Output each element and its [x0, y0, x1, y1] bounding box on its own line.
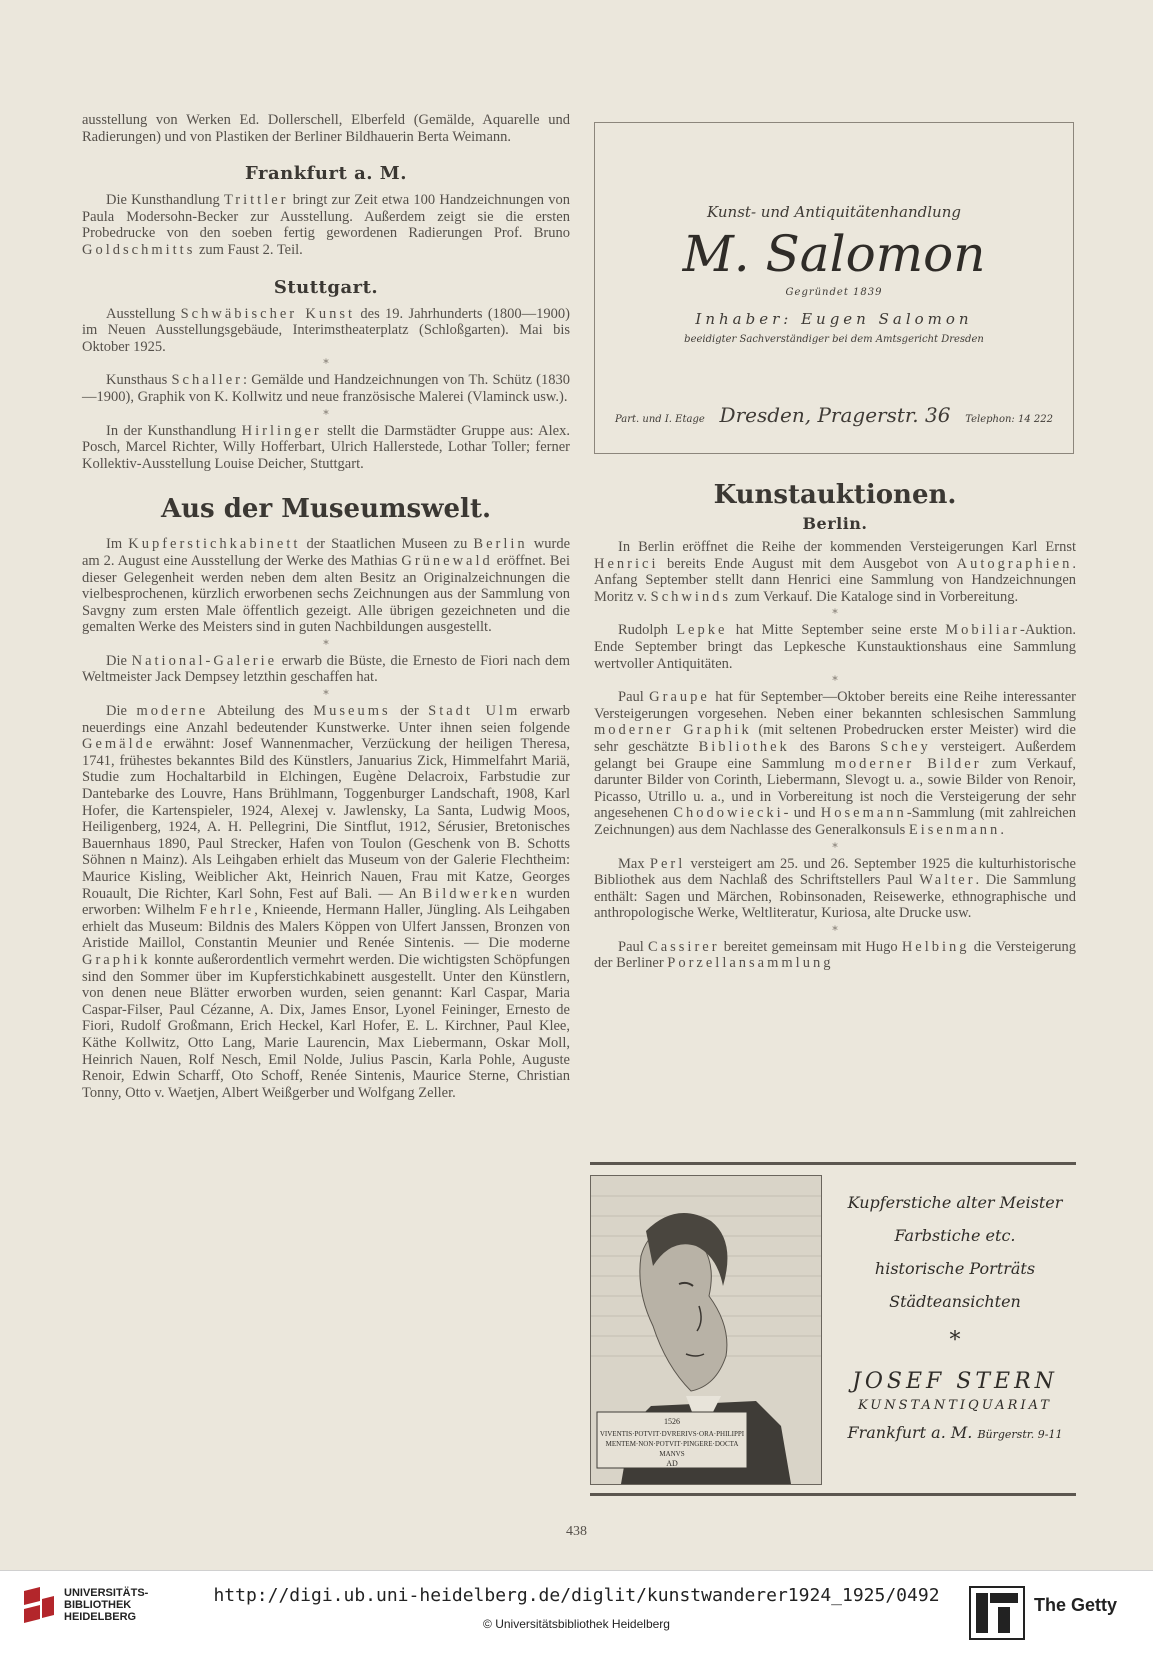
stern-name: JOSEF STERN [852, 1369, 1058, 1394]
separator-star: * [323, 357, 329, 371]
separator-star: * [832, 607, 838, 621]
stern-address: Frankfurt a. M. Bürgerstr. 9-11 [847, 1423, 1063, 1442]
heading-frankfurt: Frankfurt a. M. [245, 163, 407, 185]
page-number: 438 [566, 1524, 587, 1539]
ad-salomon-address: Dresden, Pragerstr. 36 [719, 403, 951, 427]
portrait-engraving-melanchthon [590, 1175, 822, 1485]
paragraph-ausstellung: ausstellung von Werken Ed. Dollerschell, Elberfeld (Gemälde, Aquarelle und Radierungen) und von Plastiken der Berliner Bildhauerin Berta Weimann. [82, 112, 570, 145]
separator-star: * [323, 637, 329, 651]
ad-salomon-owner: Inhaber: Eugen Salomon [695, 310, 973, 328]
separator-star: * [832, 840, 838, 854]
ad-salomon-phone: Telephon: 14 222 [965, 414, 1053, 425]
ad-rule-bottom [590, 1493, 1076, 1496]
paragraph-auction-cassirer: Paul Cassirer bereitet gemeinsam mit Hugo Helbing die Versteigerung der Berliner Porzellansammlung [594, 938, 1077, 972]
salomon-advertisement [594, 122, 1074, 454]
stern-kunstantiquariat: KUNSTANTIQUARIAT [858, 1398, 1052, 1413]
ad-salomon-tagline: Kunst- und Antiquitätenhandlung [707, 203, 961, 221]
getty-logo-icon [968, 1585, 1026, 1641]
stern-advertisement-text [834, 1186, 1076, 1442]
paragraph-museum-1: Im Kupferstichkabinett der Staatlichen Museen zu Berlin wurde am 2. August eine Ausstellung der Werke des Mathias Grünewald eröffnet. Bei dieser Gelegenheit werden neben dem alten Besitz an Originalzeichnungen die vielbesprochenen, kürzlich erworbenen sechs Zeichnungen aus der Sammlung von Savgny zum ersten Male öffentlich gezeigt. Alle übrigen gezeichneten und die gemalten Werke des Meisters sind in guten Nachbildungen ausgestellt. [82, 536, 571, 636]
heading-kunstauktionen: Kunstauktionen. [713, 480, 957, 510]
separator-star: * [323, 688, 329, 702]
left-column [82, 112, 570, 1101]
stern-line-kupferstiche: Kupferstiche alter Meister [847, 1193, 1063, 1212]
paragraph-stuttgart-1: Ausstellung Schwäbischer Kunst des 19. Jahrhunderts (1800—1900) im Neuen Ausstellungsgebäude, Interimstheaterplatz (Schloßgarten). Mai bis Oktober 1925. [82, 305, 571, 355]
stern-asterisk: * [949, 1328, 961, 1353]
stern-line-farbstiche: Farbstiche etc. [894, 1226, 1016, 1245]
engraving-year: 1526 [664, 1417, 680, 1426]
university-library-name: UNIVERSITÄTS- BIBLIOTHEK HEIDELBERG [64, 1587, 149, 1623]
engraving-image [591, 1176, 821, 1484]
paragraph-auction-henrici: In Berlin eröffnet die Reihe der kommenden Versteigerungen Karl Ernst Henrici bereits Ende August mit dem Ausgebot von Autographien. Anfang September stellt dann Henrici eine Sammlung von Handzeichnungen Moritz v. Schwinds zum Verkauf. Die Kataloge sind in Vorbereitung. [594, 539, 1076, 605]
ad-salomon-founded: Gegründet 1839 [785, 287, 883, 298]
stern-line-staedteansichten: Städteansichten [889, 1292, 1021, 1311]
footer-bar [0, 1570, 1153, 1655]
engraving-line-2: MENTEM·NON·POTVIT·PINGERE·DOCTA [605, 1440, 739, 1448]
ad-salomon-floor: Part. und I. Etage [615, 414, 705, 425]
paragraph-auction-perl: Max Perl versteigert am 25. und 26. September 1925 die kulturhistorische Bibliothek aus dem Nachlaß des Schriftstellers Paul Walter. Die Sammlung enthält: Sagen und Märchen, Robinsonaden, Reisewerke, ethnographische und anthropologische Werke, Weltliteratur, Kuriosa, alte Drucke usw. [594, 855, 1077, 922]
ad-salomon-footer [615, 403, 1053, 427]
paragraph-stuttgart-3: In der Kunsthandlung Hirlinger stellt die Darmstädter Gruppe aus: Alex. Posch, Marcel Richter, Willy Hofferbart, Ulrich Hallerstede, Lothar Toller; ferner Kollektiv-Ausstellung Louise Deicher, Stuttgart. [82, 422, 570, 472]
permalink-url[interactable]: http://digi.ub.uni-heidelberg.de/diglit/kunstwanderer1924_1925/0492 [213, 1585, 940, 1606]
engraving-line-1: VIVENTIS·POTVIT·DVRERIVS·ORA·PHILIPPI [599, 1430, 745, 1438]
paragraph-frankfurt: Die Kunsthandlung Trittler bringt zur Zeit etwa 100 Handzeichnungen von Paula Modersohn-Becker zur Ausstellung. Außerdem zeigt sie die ersten Probedrucke von den soeben fertig gewordenen Radierungen Prof. Bruno Goldschmitts zum Faust 2. Teil. [82, 192, 570, 258]
heading-berlin: Berlin. [802, 514, 868, 533]
svg-text:AD: AD [666, 1459, 678, 1468]
right-column [594, 480, 1076, 972]
ad-rule-top [590, 1162, 1076, 1165]
heading-museumswelt: Aus der Museumswelt. [160, 494, 491, 525]
separator-star: * [323, 407, 329, 421]
paragraph-auction-lepke: Rudolph Lepke hat Mitte September seine erste Mobiliar-Auktion. Ende September bringt das Lepkesche Kunstauktionshaus eine Sammlung wertvoller Antiquitäten. [594, 622, 1076, 672]
paragraph-museum-2: Die National-Galerie erwarb die Büste, die Ernesto de Fiori nach dem Weltmeister Jack Dempsey letzthin geschaffen hat. [82, 652, 570, 686]
copyright-notice: © Universitätsbibliothek Heidelberg [483, 1617, 670, 1631]
paragraph-museum-3: Die moderne Abteilung des Museums der Stadt Ulm erwarb neuerdings eine Anzahl bedeutender Kunstwerke. Unter ihnen seien folgende Gemälde erwähnt: Josef Wannenmacher, Verzückung der heiligen Theresa, 1741, frühestes bekanntes Bild des Künstlers, Januarius Zick, Himmelfahrt Mariä, Studie zum Hochaltarbild in Elchingen, Eugène Delacroix, Farbstudie zur Dantebarke des Louvre, Hans Brühlmann, Toggenburger Landschaft, 1908, Karl Hofer, die Kartenspieler, 1924, Alexej v. Jawlensky, La Santa, Ludwig Moos, Heiligenberg, 1924, A. H. Pellegrini, Die Sintflut, 1912, Sérusier, Bretonisches Bauernhaus 1890, Paul Strecker, Hafen von Toulon (Geschenk von B. Schotts Söhnen n Mainz). Als Leihgaben erhielt das Museum von der Galerie Flechtheim: Maurice Kisling, Weiblicher Akt, Heinrich Nauen, Frau mit Katze, Georges Rouault, Die Richter, Karl Sohn, Fest auf Bali. — An Bildwerken wurden erworben: Wilhelm Fehrle, Knieende, Hermann Haller, Jüngling. Als Leihgaben erhielt das Museum: Bildnis des Malers Köppen von Ulfert Janssen, Bronzen von Aristide Maillol, Constantin Meunier und Renée Sintenis. — Die moderne Graphik konnte außerordentlich vermehrt werden. Die wichtigsten Schöpfungen sind den Sommer über im Kupferstichkabinett ausgestellt. Unter den Künstlern, von denen neue Blätter erworben wurden, seien genannt: Karl Caspar, Maria Caspar-Filser, Paul Cézanne, A. Dix, James Ensor, Lyonel Feininger, Ernesto de Fiori, Rudolf Großmann, Erich Heckel, Karl Hofer, E. L. Kirchner, Paul Klee, Käthe Kollwitz, Otto Lang, Marie Laurencin, Max Liebermann, Oskar Moll, Heinrich Nauen, Rolf Nesch, Emil Nolde, Julius Pascin, Karla Pohle, Auguste Renoir, Edwin Scharff, Oto Schoff, Renée Sintenis, Maurice Sterne, Christian Tonny, Otto v. Waetjen, Albert Weißgerber und Wolfgang Zeller. [82, 703, 571, 1101]
ad-salomon-sworn: beeidigter Sachverständiger bei dem Amtsgericht Dresden [684, 334, 984, 345]
ad-salomon-name: M. Salomon [682, 225, 986, 283]
paragraph-auction-graupe: Paul Graupe hat für September—Oktober bereits eine Reihe interessanter Versteigerungen vorgesehen. Neben einer bekannten schlesischen Sammlung moderner Graphik (mit seltenen Probedrucken erster Meister) wird die sehr geschätzte Bibliothek des Barons Schey versteigert. Außerdem gelangt bei Graupe eine Sammlung moderner Bilder zum Verkauf, darunter Bilder von Corinth, Liebermann, Slevogt u. a., sowie Bilder von Renoir, Picasso, Utrillo u. a., und in Vorbereitung ist noch die Versteigerung der sehr angesehenen Chodowiecki- und Hosemann-Sammlung (mit zahlreichen Zeichnungen) aus dem Nachlasse des Generalkonsuls Eisenmann. [594, 689, 1076, 838]
stern-line-portraets: historische Porträts [874, 1259, 1036, 1278]
separator-star: * [832, 674, 838, 688]
engraving-line-3: MANVS [659, 1450, 685, 1458]
getty-name: The Getty [1034, 1595, 1118, 1615]
heading-stuttgart: Stuttgart. [273, 276, 379, 298]
separator-star: * [832, 923, 838, 937]
paragraph-stuttgart-2: Kunsthaus Schaller: Gemälde und Handzeichnungen von Th. Schütz (1830—1900), Graphik von K. Kollwitz und neue französische Malerei (Vlaminck usw.). [82, 372, 570, 405]
